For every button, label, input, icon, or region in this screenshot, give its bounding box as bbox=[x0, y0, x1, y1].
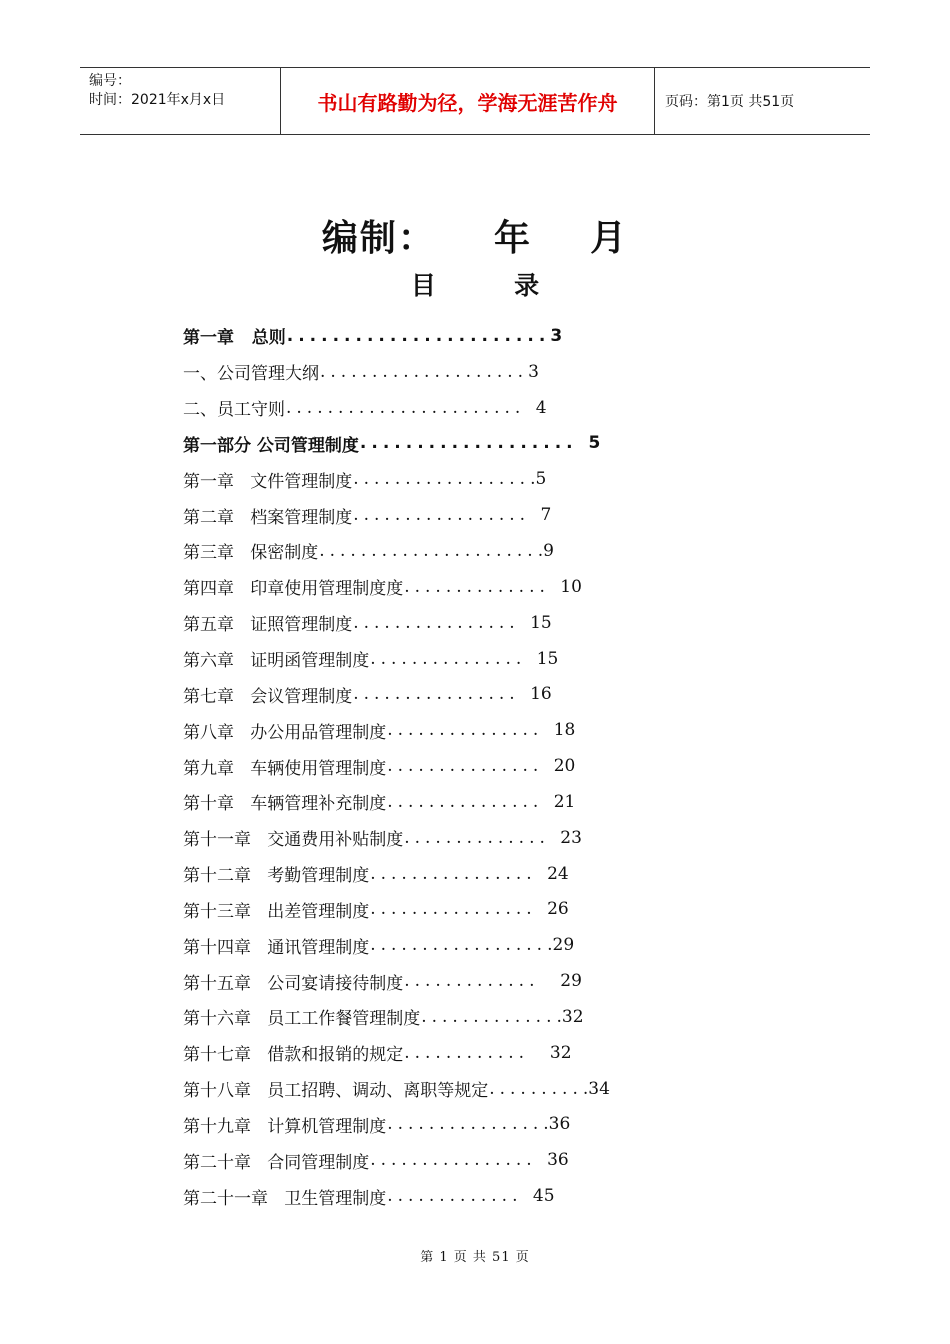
toc-entry-title: 一、公司管理大纲 bbox=[183, 364, 319, 385]
toc-entry-page: 3 bbox=[550, 325, 563, 346]
toc-entry-page: .34 bbox=[582, 1078, 610, 1099]
toc-entry-title: 二、员工守则 bbox=[183, 400, 285, 421]
document-header bbox=[80, 67, 870, 135]
toc-entry[interactable] bbox=[183, 1142, 783, 1178]
toc-entry[interactable] bbox=[183, 569, 783, 605]
toc-entry[interactable] bbox=[183, 963, 783, 999]
toc-leader-dots: ............... bbox=[370, 648, 537, 669]
toc-entry-page: 32 bbox=[549, 1042, 572, 1063]
toc-entry-title: 第十九章 计算机管理制度 bbox=[183, 1116, 387, 1137]
toc-entry-title: 第十四章 通讯管理制度 bbox=[183, 937, 370, 958]
toc-entry-title: 第十三章 出差管理制度 bbox=[183, 901, 370, 922]
toc-entry[interactable] bbox=[183, 1071, 783, 1107]
toc-entry-title: 第二十章 合同管理制度 bbox=[183, 1152, 370, 1173]
toc-entry-title: 第十章 车辆管理补充制度 bbox=[183, 794, 387, 815]
toc-entry-page: .32 bbox=[556, 1006, 584, 1027]
toc-leader-dots: ................... bbox=[359, 433, 589, 454]
toc-leader-dots: ................ bbox=[370, 1150, 548, 1171]
toc-leader-dots: ................. bbox=[370, 935, 548, 956]
toc-entry[interactable] bbox=[183, 1107, 783, 1143]
toc-entry-page: 7 bbox=[540, 505, 552, 526]
toc-entry-page: .9 bbox=[537, 540, 554, 561]
toc-leader-dots: ............. bbox=[387, 1186, 533, 1207]
toc-leader-dots: ................ bbox=[353, 612, 531, 633]
toc-leader-dots: ......... bbox=[489, 1078, 583, 1099]
toc-entry-title: 第八章 办公用品管理制度 bbox=[183, 722, 387, 743]
toc-leader-dots: ............... bbox=[387, 720, 554, 741]
toc-entry[interactable] bbox=[183, 1035, 783, 1071]
toc-entry[interactable] bbox=[183, 999, 783, 1035]
toc-leader-dots: ............... bbox=[387, 791, 554, 812]
toc-leader-dots: ................ bbox=[370, 899, 548, 920]
toc-entry-title: 第十六章 员工工作餐管理制度 bbox=[183, 1009, 421, 1030]
toc-entry-page: .29 bbox=[547, 935, 575, 956]
toc-entry[interactable] bbox=[183, 712, 783, 748]
toc-entry-title: 第一部分 公司管理制度 bbox=[183, 435, 359, 456]
toc-entry-page: 5 bbox=[588, 433, 601, 454]
toc-entry-page: 3 bbox=[528, 361, 539, 382]
toc-leader-dots: ................ bbox=[353, 684, 531, 705]
toc-entry-title: 第十八章 员工招聘、调动、离职等规定 bbox=[183, 1081, 489, 1102]
toc-leader-dots: ....................... bbox=[286, 397, 536, 418]
toc-leader-dots: ....................... bbox=[286, 325, 551, 346]
toc-entry[interactable] bbox=[183, 318, 783, 354]
toc-entry-page: 15 bbox=[536, 648, 559, 669]
toc-entry[interactable] bbox=[183, 605, 783, 641]
toc-leader-dots: .............. bbox=[404, 576, 561, 597]
toc-entry[interactable] bbox=[183, 820, 783, 856]
toc-leader-dots: ............ bbox=[404, 1042, 550, 1063]
toc-entry-title: 第三章 保密制度 bbox=[183, 543, 319, 564]
toc-entry-page: 23 bbox=[560, 827, 582, 848]
toc-leader-dots: ................ bbox=[370, 863, 548, 884]
toc-entry-page: 18 bbox=[553, 720, 576, 741]
toc-entry-title: 第十七章 借款和报销的规定 bbox=[183, 1045, 404, 1066]
toc-entry-title: 第一章 文件管理制度 bbox=[183, 471, 353, 492]
toc-entry-page: .36 bbox=[543, 1114, 571, 1135]
toc-entry-page: .5 bbox=[530, 469, 547, 490]
toc-entry-page: 4 bbox=[535, 397, 547, 418]
toc-leader-dots: ............... bbox=[387, 1114, 544, 1135]
toc-entry[interactable] bbox=[183, 676, 783, 712]
table-of-contents bbox=[183, 318, 783, 1214]
toc-entry-page: 36 bbox=[547, 1150, 569, 1171]
toc-entry-title: 第七章 会议管理制度 bbox=[183, 686, 353, 707]
toc-entry-page: 16 bbox=[530, 684, 552, 705]
toc-entry-title: 第十二章 考勤管理制度 bbox=[183, 866, 370, 887]
header-meta bbox=[80, 68, 281, 134]
toc-entry-title: 第六章 证明函管理制度 bbox=[183, 651, 370, 672]
toc-entry-page: 10 bbox=[560, 576, 582, 597]
toc-entry[interactable] bbox=[183, 390, 783, 426]
toc-entry[interactable] bbox=[183, 354, 783, 390]
toc-entry[interactable] bbox=[183, 533, 783, 569]
toc-entry[interactable] bbox=[183, 784, 783, 820]
header-motto: 书山有路勤为径，学海无涯苦作舟 bbox=[281, 68, 655, 134]
toc-leader-dots: .............. bbox=[404, 827, 561, 848]
toc-entry-page: 26 bbox=[547, 899, 569, 920]
toc-entry[interactable] bbox=[183, 497, 783, 533]
toc-entry-title: 第五章 证照管理制度 bbox=[183, 615, 353, 636]
toc-entry-title: 第九章 车辆使用管理制度 bbox=[183, 758, 387, 779]
toc-entry[interactable] bbox=[183, 461, 783, 497]
toc-entry-page: 20 bbox=[553, 756, 576, 777]
toc-entry[interactable] bbox=[183, 927, 783, 963]
toc-leader-dots: .................... bbox=[320, 361, 529, 382]
toc-entry[interactable] bbox=[183, 748, 783, 784]
header-page-info: 页码：第1页 共51页 bbox=[665, 94, 795, 110]
toc-entry-page: 29 bbox=[560, 971, 582, 992]
toc-entry[interactable] bbox=[183, 426, 783, 462]
toc-leader-dots: ................. bbox=[353, 505, 541, 526]
toc-leader-dots: ..................... bbox=[319, 540, 538, 561]
page-footer: 第 1 页 共 51 页 bbox=[420, 1250, 530, 1265]
number-label: 编号： bbox=[89, 73, 131, 89]
toc-entry-title: 第二章 档案管理制度 bbox=[183, 507, 353, 528]
toc-heading: 目 录 bbox=[410, 271, 540, 300]
toc-entry[interactable] bbox=[183, 641, 783, 677]
page-title: 编制： 年 月 bbox=[321, 218, 629, 259]
toc-leader-dots: ................. bbox=[353, 469, 531, 490]
toc-entry-title: 第二十一章 卫生管理制度 bbox=[183, 1188, 387, 1209]
toc-entry-title: 第四章 印章使用管理制度度 bbox=[183, 579, 404, 600]
toc-leader-dots: ............. bbox=[404, 971, 561, 992]
toc-entry[interactable] bbox=[183, 856, 783, 892]
toc-entry[interactable] bbox=[183, 1178, 783, 1214]
toc-entry-page: 21 bbox=[553, 791, 576, 812]
toc-leader-dots: ............. bbox=[421, 1006, 557, 1027]
toc-entry-page: 24 bbox=[547, 863, 569, 884]
toc-leader-dots: ............... bbox=[387, 756, 554, 777]
toc-entry-title: 第一章 总则 bbox=[183, 328, 286, 349]
toc-entry-title: 第十一章 交通费用补贴制度 bbox=[183, 830, 404, 851]
toc-entry-page: 45 bbox=[532, 1186, 555, 1207]
toc-entry-title: 第十五章 公司宴请接待制度 bbox=[183, 973, 404, 994]
toc-entry[interactable] bbox=[183, 892, 783, 928]
toc-entry-page: 15 bbox=[530, 612, 552, 633]
time-label: 时间：2021年x月x日 bbox=[89, 92, 226, 108]
